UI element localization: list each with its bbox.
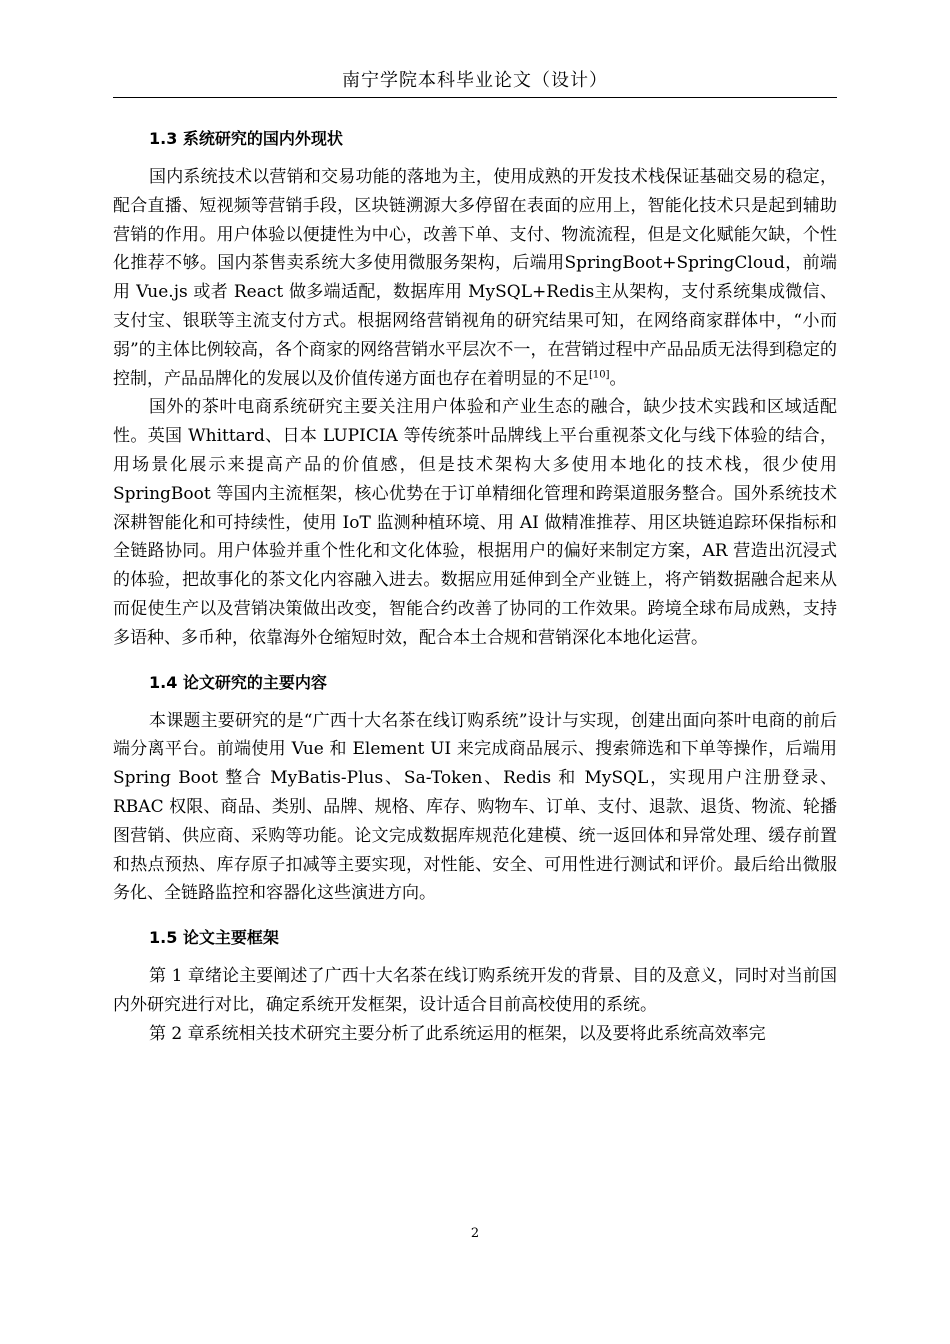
paragraph-end: 。 bbox=[609, 368, 627, 389]
header-divider bbox=[113, 97, 837, 98]
paragraph-chapter-2: 第 2 章系统相关技术研究主要分析了此系统运用的框架，以及要将此系统高效率完 bbox=[149, 1023, 766, 1044]
paragraph-text: 国内系统技术以营销和交易功能的落地为主，使用成熟的开发技术栈保证基础交易的稳定，配合直播、短视频等营销手段，区块链溯源大多停留在表面的应用上，智能化技术只是起到辅助营销的作用。用户体验以便捷性为中心，改善下单、支付、物流流程，但是文化赋能欠缺，个性化推荐不够。国内茶售卖系统大多使用微服务架构，后端用SpringBoot+SpringCloud，前端用 Vue.js 或者 React 做多端适配，数据库用 MySQL+Redis主从架构，支付系统集成微信、支付宝、银联等主流支付方式。根据网络营销视角的研究结果可知，在网络商家群体中，“小而弱”的主体比例较高，各个商家的网络营销水平层次不一，在营销过程中产品品质无法得到稳定的控制，产品品牌化的发展以及价值传递方面也存在着明显的不足 bbox=[113, 167, 837, 389]
page-header-title: 南宁学院本科毕业论文（设计） bbox=[342, 70, 608, 91]
document-body bbox=[113, 117, 837, 1049]
section-heading-1-4: 1.4 论文研究的主要内容 bbox=[149, 672, 327, 692]
paragraph-foreign-status: 国外的茶叶电商系统研究主要关注用户体验和产业生态的融合，缺少技术实践和区域适配性。英国 Whittard、日本 LUPICIA 等传统茶叶品牌线上平台重视茶文化与线下体验的结合，用场景化展示来提高产品的价值感，但是技术架构大多使用本地化的技术栈，很少使用 SpringBoot 等国内主流框架，核心优势在于订单精细化管理和跨渠道服务整合。国外系统技术深耕智能化和可持续性，使用 IoT 监测种植环境、用 AI 做精准推荐、用区块链追踪环保指标和全链路协同。用户体验并重个性化和文化体验，根据用户的偏好来制定方案，AR 营造出沉浸式的体验，把故事化的茶文化内容融入进去。数据应用延伸到全产业链上，将产销数据融合起来从而促使生产以及营销决策做出改变，智能合约改善了协同的工作效果。跨境全球布局成熟，支持多语种、多币种，依靠海外仓缩短时效，配合本土合规和营销深化本地化运营。 bbox=[113, 397, 837, 648]
section-heading-1-5: 1.5 论文主要框架 bbox=[149, 928, 279, 948]
paragraph-domestic-status bbox=[113, 163, 837, 393]
citation-reference: [10] bbox=[589, 368, 610, 380]
paragraph-main-content: 本课题主要研究的是“广西十大名茶在线订购系统”设计与实现，创建出面向茶叶电商的前后端分离平台。前端使用 Vue 和 Element UI 来完成商品展示、搜索筛选和下单等操作，后端用 Spring Boot 整合 MyBatis-Plus、Sa-Token、Redis 和 MySQL，实现用户注册登录、RBAC 权限、商品、类别、品牌、规格、库存、购物车、订单、支付、退款、退货、物流、轮播图营销、供应商、采购等功能。论文完成数据库规范化建模、统一返回体和异常处理、缓存前置和热点预热、库存原子扣减等主要实现，对性能、安全、可用性进行测试和评价。最后给出微服务化、全链路监控和容器化这些演进方向。 bbox=[113, 710, 837, 904]
paragraph-chapter-1: 第 1 章绪论主要阐述了广西十大名茶在线订购系统开发的背景、目的及意义，同时对当前国内外研究进行对比，确定系统开发框架，设计适合目前高校使用的系统。 bbox=[113, 966, 837, 1015]
page-number: 2 bbox=[470, 1226, 480, 1241]
section-heading-1-3: 1.3 系统研究的国内外现状 bbox=[149, 129, 343, 148]
